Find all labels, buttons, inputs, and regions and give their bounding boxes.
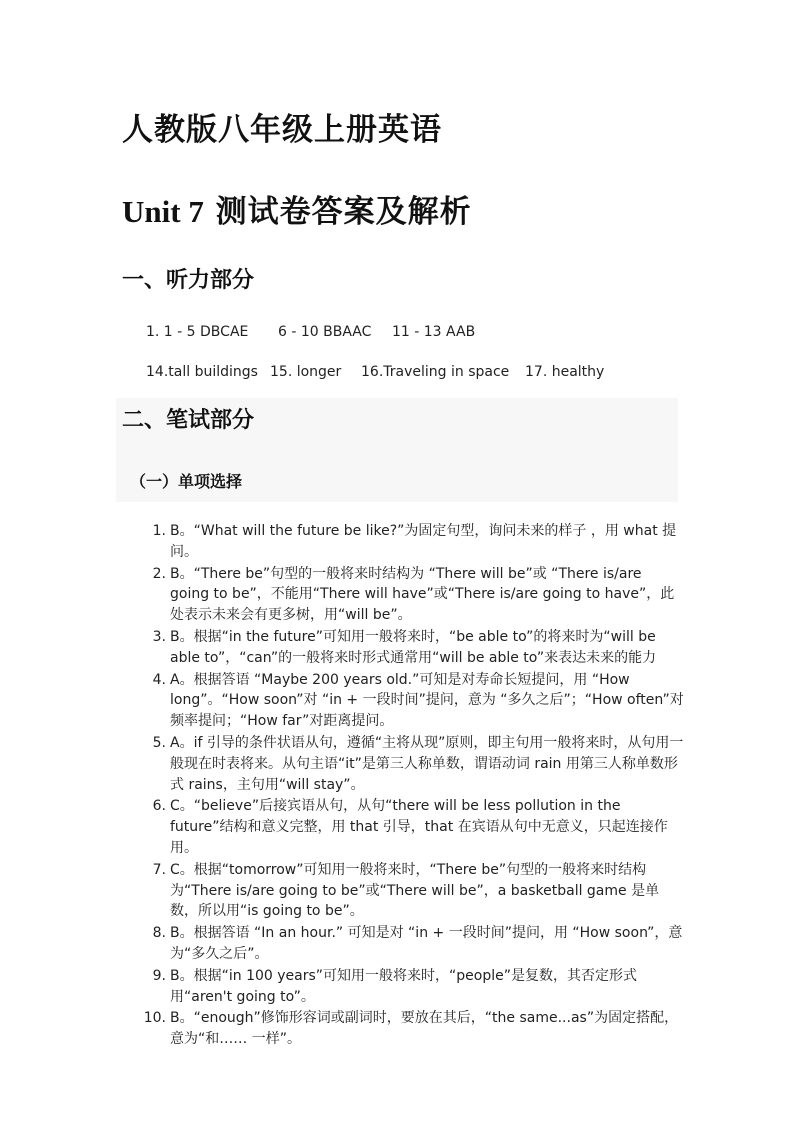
answer-number: 3. [152, 628, 166, 645]
answer-text: C。“believe”后接宾语从句，从句“there will be less pollution in the future”结构和意义完整，用 that 引导，that 在宾语从句中无意义，只起连接作用。 [170, 798, 668, 856]
answer-item [140, 923, 685, 965]
listening-group-11-13: 11 - 13 AAB [392, 324, 476, 340]
listening-answer-14: 14.tall buildings [146, 364, 258, 380]
answer-text: B。根据答语 “In an hour.” 可知是对 “in + 一段时间”提问，用 “How soon”，意为“多久之后”。 [170, 925, 683, 962]
answer-number: 5. [152, 734, 166, 751]
section-listening-heading: 一、听力部分 [122, 268, 255, 293]
answer-number: 4. [152, 671, 166, 688]
answer-item [140, 627, 685, 669]
answer-item [140, 564, 685, 626]
subtitle-unit: Unit 7 [122, 194, 204, 229]
listening-group-6-10: 6 - 10 BBAAC [278, 324, 372, 340]
answer-item [140, 733, 685, 795]
listening-answer-15: 15. longer [270, 364, 342, 380]
listening-answers-line-1 [146, 322, 475, 342]
answer-text: A。if 引导的条件状语从句，遵循“主将从现”原则，即主句用一般将来时，从句用一般现在时表将来。从句主语“it”是第三人称单数，谓语动词 rain 用第三人称单数形式 rains，主句用“will stay”。 [170, 734, 684, 793]
answer-number: 10. [143, 1010, 166, 1027]
answer-item [140, 860, 685, 922]
answer-number: 9. [152, 967, 166, 984]
answer-text: B。“What will the future be like?”为固定句型，询问未来的样子 ，用 what 提问。 [170, 523, 677, 560]
listening-answer-16: 16.Traveling in space [361, 364, 510, 380]
subtitle-rest: 测试卷答案及解析 [203, 194, 472, 230]
listening-answer-17: 17. healthy [525, 364, 605, 380]
answer-text: B。根据“in 100 years”可知用一般将来时，“people”是复数，其否定形式用“aren't going to”。 [170, 967, 637, 1005]
answer-text: A。根据答语 “Maybe 200 years old.”可知是对寿命长短提问，用 “How long”。“How soon”对 “in + 一段时间”提问，意为 “多久之后”；“How often”对频率提问；“How far”对距离提问。 [170, 671, 684, 730]
answer-item [140, 966, 685, 1008]
answer-list [140, 521, 685, 1051]
document-subtitle [122, 191, 472, 235]
answer-number: 7. [152, 861, 166, 878]
answer-text: C。根据“tomorrow”可知用一般将来时，“There be”句型的一般将来时结构为“There is/are going to be”或“There will be”，a basketball game 是单数，所以用“is going to be”。 [170, 861, 660, 920]
answer-item [140, 521, 685, 563]
answer-number: 8. [152, 925, 166, 942]
listening-group-1-5: 1. 1 - 5 DBCAE [146, 324, 249, 340]
answer-item [140, 670, 685, 732]
listening-answers-line-2 [146, 362, 604, 382]
answer-text: B。根据“in the future”可知用一般将来时，“be able to”的将来时为“will be able to”，“can”的一般将来时形式通常用“will be able to”来表达未来的能力 [170, 628, 657, 666]
subsection-single-choice-heading: （一）单项选择 [130, 472, 243, 491]
answer-number: 1. [152, 523, 166, 539]
answer-item [140, 1008, 685, 1050]
document-title: 人教版八年级上册英语 [122, 112, 442, 148]
answer-number: 6. [152, 798, 166, 815]
answer-number: 2. [152, 565, 166, 582]
section-writing-heading: 二、笔试部分 [122, 408, 255, 433]
answer-item [140, 796, 685, 858]
answer-text: B。“There be”句型的一般将来时结构为 “There will be”或 “There is/are going to be”，不能用“There will have”或“There is/are going to have”，此处表示未来会有更多树，用“will be”。 [170, 565, 675, 624]
answer-text: B。“enough”修饰形容词或副词时，要放在其后，“the same...as”为固定搭配，意为“和…… 一样”。 [170, 1010, 679, 1048]
